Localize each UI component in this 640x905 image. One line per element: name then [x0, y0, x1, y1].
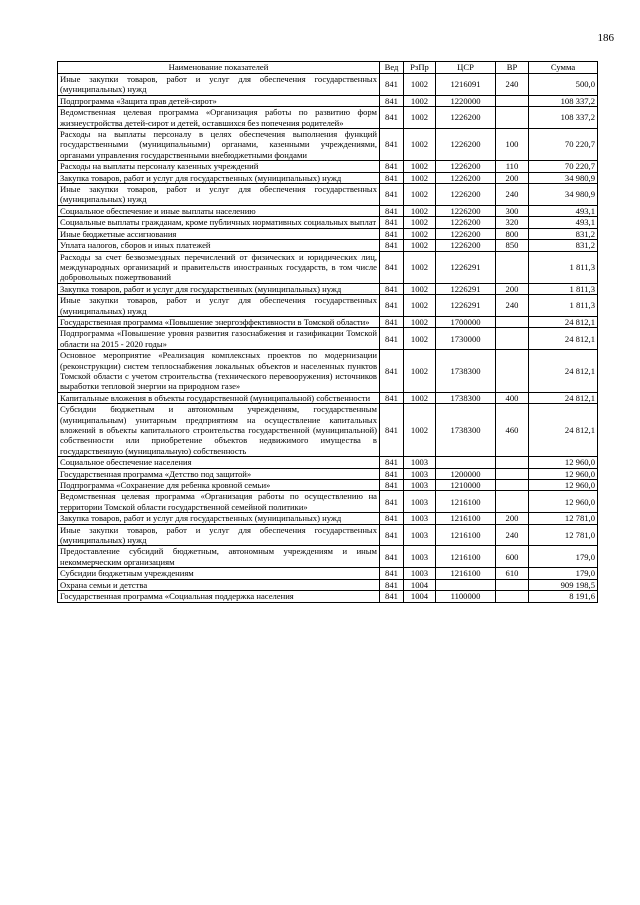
row-csr: 1216100 — [436, 546, 496, 568]
row-csr: 1226200 — [436, 205, 496, 216]
row-name: Государственная программа «Детство под защитой» — [58, 468, 380, 479]
row-csr: 1216100 — [436, 568, 496, 579]
row-rzpr: 1004 — [404, 591, 436, 602]
row-vr: 240 — [496, 524, 529, 546]
row-vr: 460 — [496, 404, 529, 457]
row-ved: 841 — [380, 328, 404, 350]
table-row — [58, 172, 598, 183]
row-sum: 831,2 — [529, 240, 598, 251]
row-vr — [496, 316, 529, 327]
row-ved: 841 — [380, 217, 404, 228]
table-row — [58, 513, 598, 524]
row-vr — [496, 468, 529, 479]
row-rzpr: 1002 — [404, 95, 436, 106]
row-sum: 12 960,0 — [529, 480, 598, 491]
row-sum: 493,1 — [529, 217, 598, 228]
row-rzpr: 1002 — [404, 107, 436, 129]
table-row — [58, 316, 598, 327]
header-ved: Вед — [380, 62, 404, 74]
row-csr: 1738300 — [436, 392, 496, 403]
row-vr: 200 — [496, 172, 529, 183]
table-row — [58, 546, 598, 568]
row-csr: 1226200 — [436, 172, 496, 183]
row-sum: 500,0 — [529, 74, 598, 96]
row-vr — [496, 350, 529, 393]
row-sum: 831,2 — [529, 228, 598, 239]
row-name: Расходы на выплаты персоналу казенных учреждений — [58, 161, 380, 172]
row-csr: 1226200 — [436, 184, 496, 206]
row-csr: 1216091 — [436, 74, 496, 96]
header-csr: ЦСР — [436, 62, 496, 74]
row-rzpr: 1003 — [404, 524, 436, 546]
table-row — [58, 468, 598, 479]
row-rzpr: 1002 — [404, 328, 436, 350]
table-row — [58, 217, 598, 228]
row-sum: 909 198,5 — [529, 579, 598, 590]
row-name: Государственная программа «Социальная поддержка населения — [58, 591, 380, 602]
row-name: Расходы на выплаты персоналу в целях обеспечения выполнения функций государственными (муниципальными) органами, казенными учреждениями, органами управления государственными внебюджетными фондами — [58, 129, 380, 161]
row-vr — [496, 480, 529, 491]
table-row — [58, 228, 598, 239]
row-vr: 200 — [496, 283, 529, 294]
row-name: Социальное обеспечение и иные выплаты населению — [58, 205, 380, 216]
row-sum: 12 960,0 — [529, 468, 598, 479]
row-csr: 1226200 — [436, 129, 496, 161]
row-sum: 1 811,3 — [529, 283, 598, 294]
row-vr: 320 — [496, 217, 529, 228]
row-rzpr: 1003 — [404, 480, 436, 491]
table-row — [58, 283, 598, 294]
row-name: Социальное обеспечение населения — [58, 457, 380, 468]
row-sum: 179,0 — [529, 546, 598, 568]
row-name: Ведомственная целевая программа «Организация работы по развитию форм жизнеустройства детей-сирот и детей, оставшихся без попечения родителей» — [58, 107, 380, 129]
row-csr: 1100000 — [436, 591, 496, 602]
row-sum: 24 812,1 — [529, 328, 598, 350]
row-name: Охрана семьи и детства — [58, 579, 380, 590]
row-rzpr: 1003 — [404, 457, 436, 468]
row-name: Социальные выплаты гражданам, кроме публичных нормативных социальных выплат — [58, 217, 380, 228]
row-name: Расходы за счет безвозмездных перечислений от физических и юридических лиц, международных организаций и правительств иностранных государств, в том числе добровольных пожертвований — [58, 251, 380, 283]
table-row — [58, 205, 598, 216]
row-rzpr: 1002 — [404, 129, 436, 161]
row-name: Подпрограмма «Сохранение для ребенка кровной семьи» — [58, 480, 380, 491]
table-row — [58, 480, 598, 491]
row-name: Основное мероприятие «Реализация комплексных проектов по модернизации (реконструкции) систем теплоснабжения локальных объектов и населенных пунктов Томской области с учетом строительства (технического перевооружения) источников выработки тепловой энергии на природном газе» — [58, 350, 380, 393]
row-rzpr: 1002 — [404, 295, 436, 317]
row-vr — [496, 491, 529, 513]
row-rzpr: 1003 — [404, 513, 436, 524]
table-row — [58, 457, 598, 468]
row-ved: 841 — [380, 283, 404, 294]
row-vr: 610 — [496, 568, 529, 579]
row-rzpr: 1002 — [404, 161, 436, 172]
row-name: Подпрограмма «Защита прав детей-сирот» — [58, 95, 380, 106]
row-ved: 841 — [380, 568, 404, 579]
row-ved: 841 — [380, 205, 404, 216]
row-ved: 841 — [380, 457, 404, 468]
row-ved: 841 — [380, 546, 404, 568]
row-ved: 841 — [380, 579, 404, 590]
row-name: Закупка товаров, работ и услуг для государственных (муниципальных) нужд — [58, 513, 380, 524]
row-sum: 8 191,6 — [529, 591, 598, 602]
row-sum: 24 812,1 — [529, 350, 598, 393]
row-vr: 240 — [496, 295, 529, 317]
row-name: Подпрограмма «Повышение уровня развития газоснабжения и газификации Томской области на 2015 - 2020 годы» — [58, 328, 380, 350]
row-ved: 841 — [380, 404, 404, 457]
row-name: Субсидии бюджетным учреждениям — [58, 568, 380, 579]
row-rzpr: 1002 — [404, 316, 436, 327]
table-header-row — [58, 62, 598, 74]
row-ved: 841 — [380, 129, 404, 161]
row-name: Предоставление субсидий бюджетным, автономным учреждениям и иным некоммерческим организациям — [58, 546, 380, 568]
row-rzpr: 1002 — [404, 205, 436, 216]
table-row — [58, 295, 598, 317]
row-csr: 1700000 — [436, 316, 496, 327]
row-name: Иные закупки товаров, работ и услуг для обеспечения государственных (муниципальных) нужд — [58, 524, 380, 546]
row-ved: 841 — [380, 316, 404, 327]
row-vr — [496, 591, 529, 602]
row-rzpr: 1003 — [404, 568, 436, 579]
row-ved: 841 — [380, 480, 404, 491]
row-ved: 841 — [380, 513, 404, 524]
row-vr — [496, 457, 529, 468]
table-row — [58, 251, 598, 283]
table-row — [58, 404, 598, 457]
row-rzpr: 1003 — [404, 468, 436, 479]
row-vr: 400 — [496, 392, 529, 403]
row-rzpr: 1003 — [404, 491, 436, 513]
row-sum: 1 811,3 — [529, 251, 598, 283]
row-ved: 841 — [380, 251, 404, 283]
row-ved: 841 — [380, 161, 404, 172]
row-rzpr: 1002 — [404, 404, 436, 457]
row-ved: 841 — [380, 524, 404, 546]
row-vr — [496, 107, 529, 129]
row-rzpr: 1002 — [404, 251, 436, 283]
row-rzpr: 1002 — [404, 184, 436, 206]
row-csr: 1226291 — [436, 251, 496, 283]
row-sum: 12 960,0 — [529, 457, 598, 468]
row-ved: 841 — [380, 74, 404, 96]
table-row — [58, 591, 598, 602]
table-row — [58, 107, 598, 129]
row-name: Ведомственная целевая программа «Организация работы по осуществлению на территории Томской области государственной семейной политики» — [58, 491, 380, 513]
row-csr: 1200000 — [436, 468, 496, 479]
row-csr: 1738300 — [436, 350, 496, 393]
table-row — [58, 392, 598, 403]
row-vr: 200 — [496, 513, 529, 524]
row-csr — [436, 457, 496, 468]
row-rzpr: 1002 — [404, 74, 436, 96]
row-csr: 1226200 — [436, 107, 496, 129]
row-sum: 34 980,9 — [529, 184, 598, 206]
row-vr — [496, 95, 529, 106]
row-ved: 841 — [380, 392, 404, 403]
row-sum: 108 337,2 — [529, 95, 598, 106]
row-ved: 841 — [380, 184, 404, 206]
row-ved: 841 — [380, 240, 404, 251]
row-name: Иные закупки товаров, работ и услуг для обеспечения государственных (муниципальных) нужд — [58, 74, 380, 96]
row-csr: 1226200 — [436, 217, 496, 228]
row-csr: 1216100 — [436, 524, 496, 546]
header-vr: ВР — [496, 62, 529, 74]
table-row — [58, 95, 598, 106]
row-name: Закупка товаров, работ и услуг для государственных (муниципальных) нужд — [58, 172, 380, 183]
row-sum: 34 980,9 — [529, 172, 598, 183]
row-csr: 1730000 — [436, 328, 496, 350]
table-row — [58, 524, 598, 546]
row-csr: 1210000 — [436, 480, 496, 491]
row-vr: 850 — [496, 240, 529, 251]
row-ved: 841 — [380, 468, 404, 479]
header-rzpr: РзПр — [404, 62, 436, 74]
table-row — [58, 74, 598, 96]
row-sum: 24 812,1 — [529, 404, 598, 457]
row-ved: 841 — [380, 491, 404, 513]
row-ved: 841 — [380, 591, 404, 602]
row-sum: 70 220,7 — [529, 129, 598, 161]
row-csr: 1216100 — [436, 491, 496, 513]
row-rzpr: 1002 — [404, 240, 436, 251]
row-sum: 24 812,1 — [529, 316, 598, 327]
table-row — [58, 491, 598, 513]
row-vr — [496, 328, 529, 350]
table-row — [58, 240, 598, 251]
table-row — [58, 568, 598, 579]
header-name: Наименование показателей — [58, 62, 380, 74]
row-sum: 12 781,0 — [529, 513, 598, 524]
header-sum: Сумма — [529, 62, 598, 74]
row-name: Закупка товаров, работ и услуг для государственных (муниципальных) нужд — [58, 283, 380, 294]
row-name: Иные закупки товаров, работ и услуг для обеспечения государственных (муниципальных) нужд — [58, 184, 380, 206]
row-name: Капитальные вложения в объекты государственной (муниципальной) собственности — [58, 392, 380, 403]
row-sum: 70 220,7 — [529, 161, 598, 172]
row-vr — [496, 579, 529, 590]
table-row — [58, 328, 598, 350]
row-sum: 179,0 — [529, 568, 598, 579]
row-sum: 1 811,3 — [529, 295, 598, 317]
row-vr: 240 — [496, 184, 529, 206]
table-row — [58, 161, 598, 172]
row-vr: 110 — [496, 161, 529, 172]
row-vr: 100 — [496, 129, 529, 161]
row-sum: 108 337,2 — [529, 107, 598, 129]
row-name: Субсидии бюджетным и автономным учреждениям, государственным (муниципальным) унитарным предприятиям на осуществление капитальных вложений в объекты капитального строительства государственной (муниципальной) собственности или приобретение объектов недвижимого имущества в государственную (муниципальную) собственность — [58, 404, 380, 457]
row-vr: 240 — [496, 74, 529, 96]
row-rzpr: 1002 — [404, 392, 436, 403]
row-name: Иные бюджетные ассигнования — [58, 228, 380, 239]
row-ved: 841 — [380, 228, 404, 239]
row-vr: 600 — [496, 546, 529, 568]
table-row — [58, 579, 598, 590]
row-sum: 24 812,1 — [529, 392, 598, 403]
row-sum: 493,1 — [529, 205, 598, 216]
row-sum: 12 781,0 — [529, 524, 598, 546]
row-csr: 1220000 — [436, 95, 496, 106]
row-csr: 1226200 — [436, 161, 496, 172]
page-number: 186 — [597, 32, 614, 44]
row-csr: 1226200 — [436, 228, 496, 239]
row-vr: 800 — [496, 228, 529, 239]
row-ved: 841 — [380, 350, 404, 393]
row-rzpr: 1002 — [404, 172, 436, 183]
row-csr: 1738300 — [436, 404, 496, 457]
row-rzpr: 1004 — [404, 579, 436, 590]
row-rzpr: 1002 — [404, 350, 436, 393]
table-row — [58, 184, 598, 206]
row-csr — [436, 579, 496, 590]
row-ved: 841 — [380, 95, 404, 106]
row-sum: 12 960,0 — [529, 491, 598, 513]
row-ved: 841 — [380, 172, 404, 183]
budget-table — [57, 61, 598, 603]
row-rzpr: 1002 — [404, 228, 436, 239]
row-rzpr: 1002 — [404, 217, 436, 228]
row-csr: 1226291 — [436, 295, 496, 317]
row-csr: 1226200 — [436, 240, 496, 251]
row-name: Иные закупки товаров, работ и услуг для обеспечения государственных (муниципальных) нужд — [58, 295, 380, 317]
row-name: Уплата налогов, сборов и иных платежей — [58, 240, 380, 251]
table-row — [58, 129, 598, 161]
row-vr — [496, 251, 529, 283]
row-ved: 841 — [380, 295, 404, 317]
row-rzpr: 1003 — [404, 546, 436, 568]
row-csr: 1226291 — [436, 283, 496, 294]
row-rzpr: 1002 — [404, 283, 436, 294]
row-ved: 841 — [380, 107, 404, 129]
row-name: Государственная программа «Повышение энергоэффективности в Томской области» — [58, 316, 380, 327]
row-csr: 1216100 — [436, 513, 496, 524]
row-vr: 300 — [496, 205, 529, 216]
table-row — [58, 350, 598, 393]
